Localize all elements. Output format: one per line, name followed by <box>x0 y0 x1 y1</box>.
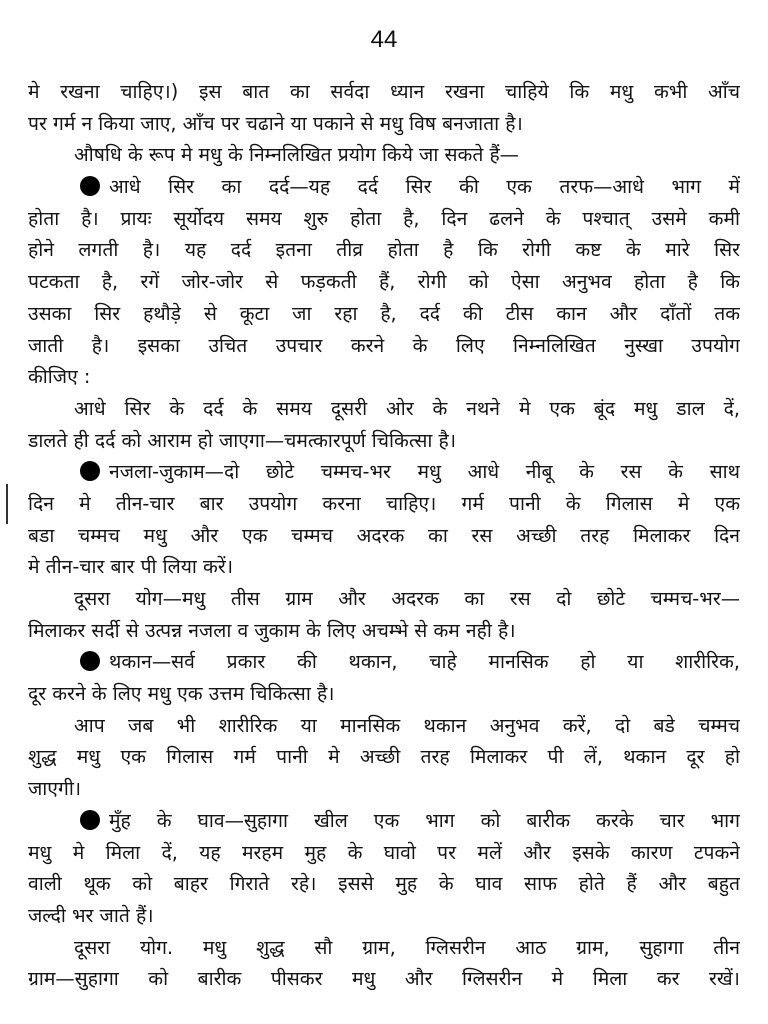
text-line: कीजिए : <box>28 365 91 389</box>
bullet-icon <box>80 461 100 481</box>
text-line: नजला-जुकाम—दो छोटे चम्मच-भर मधु आधे नीबू के रस के साथ <box>109 460 740 484</box>
text-line: आप जब भी शारीरिक या मानसिक थकान अनुभव करें, दो बडे चम्मच <box>74 713 740 737</box>
section-heading-fatigue <box>28 646 740 678</box>
page-number: 44 <box>370 26 398 53</box>
text-line: होता है। प्रायः सूर्योदय समय शुरु होता है, दिन ढलने के पश्चात् उसमे कमी <box>28 206 740 230</box>
text-line: आधे सिर का दर्द—यह दर्द सिर की एक तरफ—आधे भाग में <box>109 175 740 199</box>
text-line: बडा चम्मच मधु और एक चम्मच अदरक का रस अच्छी तरह मिलाकर दिन <box>28 523 740 547</box>
text-line: होने लगती है। यह दर्द इतना तीव्र होता है कि रोगी कष्ट के मारे सिर <box>28 238 740 262</box>
text-line: दूसरा योग. मधु शुद्ध सौ ग्राम, ग्लिसरीन आठ ग्राम, सुहागा तीन <box>74 935 740 959</box>
bullet-icon <box>80 651 100 671</box>
text-line: मे रखना चाहिए।) इस बात का सर्वदा ध्यान रखना चाहिये कि मधु कभी आँच <box>28 80 740 103</box>
section-heading-mouth-ulcers <box>28 805 740 837</box>
text-line: औषधि के रूप मे मधु के निम्नलिखित प्रयोग किये जा सकते हैं— <box>74 143 519 167</box>
text-line: मुँह के घाव—सुहागा खील एक भाग को बारीक करके चार भाग <box>109 808 740 832</box>
bullet-icon <box>80 810 100 830</box>
page-body <box>28 76 740 995</box>
text-line: शुद्ध मधु एक गिलास गर्म पानी मे अच्छी तरह मिलाकर पी लें, थकान दूर हो <box>28 745 740 769</box>
text-line: वाली थूक को बाहर गिराते रहे। इससे मुह के घाव साफ होते हैं और बहुत <box>28 872 740 896</box>
text-line: पर गर्म न किया जाए, आँच पर चढाने या पकाने से मधु विष बनजाता है। <box>28 111 523 135</box>
text-line: पटकता है, रगें जोर-जोर से फड़कती हैं, रोगी को ऐसा अनुभव होता है कि <box>28 270 740 294</box>
bullet-icon <box>80 176 100 196</box>
text-line: उसका सिर हथौड़े से कूटा जा रहा है, दर्द की टीस कान और दाँतों तक <box>28 301 740 325</box>
text-line: दिन मे तीन-चार बार उपयोग करना चाहिए। गर्म पानी के गिलास मे एक <box>28 491 740 515</box>
section-heading-cold <box>28 456 740 488</box>
text-line: ग्राम—सुहागा को बारीक पीसकर मधु और ग्लिसरीन मे मिला कर रखें। <box>28 967 740 991</box>
text-line: मधु मे मिला दें, यह मरहम मुह के घावो पर मलें और इसके कारण टपकने <box>28 840 740 864</box>
text-line: जाती है। इसका उचित उपचार करने के लिए निम्नलिखित नुस्खा उपयोग <box>28 333 740 357</box>
text-line: दूसरा योग—मधु तीस ग्राम और अदरक का रस दो छोटे चम्मच-भर— <box>74 587 740 610</box>
text-line: मिलाकर सर्दी से उत्पन्न नजला व जुकाम के लिए अचम्भे से कम नही है। <box>28 618 516 642</box>
text-line: मे तीन-चार बार पी लिया करें। <box>28 555 234 579</box>
margin-mark <box>6 484 8 524</box>
text-line: जल्दी भर जाते हैं। <box>28 903 154 927</box>
text-line: आधे सिर के दर्द के समय दूसरी ओर के नथने मे एक बूंद मधु डाल दें, <box>74 396 740 420</box>
text-line: दूर करने के लिए मधु एक उत्तम चिकित्सा है। <box>28 682 335 706</box>
text-line: जाएगी। <box>28 777 82 801</box>
section-heading-migraine <box>28 171 740 203</box>
text-line: डालते ही दर्द को आराम हो जाएगा—चमत्कारपूर्ण चिकित्सा है। <box>28 428 457 452</box>
text-line: थकान—सर्व प्रकार की थकान, चाहे मानसिक हो या शारीरिक, <box>109 650 740 674</box>
